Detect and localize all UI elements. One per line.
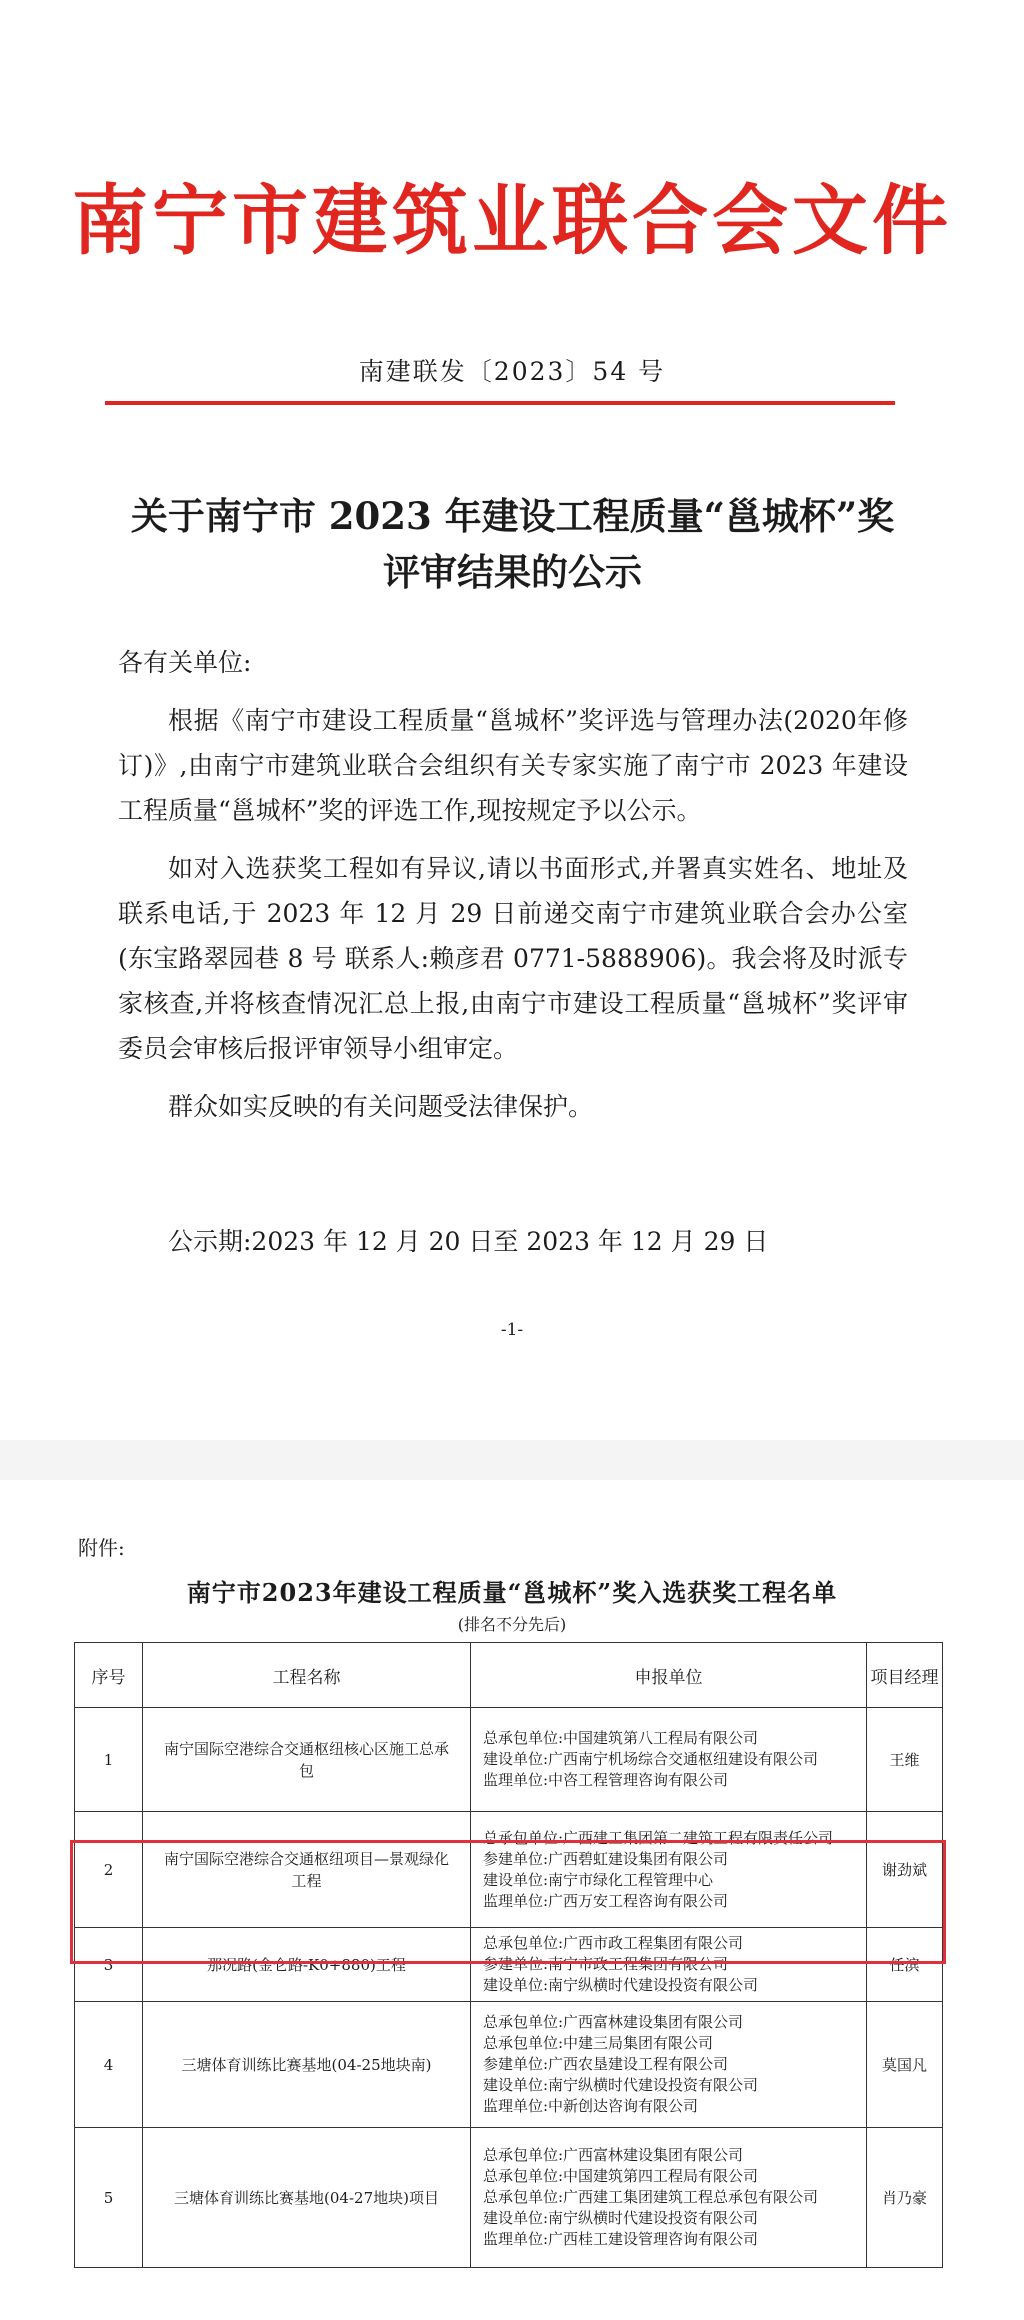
row-units (471, 2002, 867, 2128)
unit-line: 监理单位:广西万安工程咨询有限公司 (483, 1891, 729, 1910)
row-units (471, 1928, 867, 2002)
row-manager: 莫国凡 (867, 2002, 943, 2128)
unit-line: 总承包单位:广西市政工程集团有限公司 (483, 1934, 744, 1952)
table-row-highlighted (75, 1812, 943, 1928)
unit-line: 建设单位:南宁纵横时代建设投资有限公司 (483, 1976, 759, 1994)
row-project-name: 那况路(金仑路-K0+880)工程 (143, 1928, 471, 2002)
row-manager: 肖乃豪 (867, 2128, 943, 2268)
unit-line: 总承包单位:广西富林建设集团有限公司 (483, 2013, 744, 2031)
salutation: 各有关单位: (118, 648, 252, 677)
header-project-manager: 项目经理 (867, 1643, 943, 1708)
row-manager: 任滨 (867, 1928, 943, 2002)
row-seq: 4 (75, 2002, 143, 2128)
attachment-label: 附件: (78, 1536, 125, 1560)
header-applicant-units: 申报单位 (471, 1643, 867, 1708)
notice-title-line-1: 关于南宁市 2023 年建设工程质量“邕城杯”奖 (130, 494, 895, 538)
unit-line: 监理单位:中新创达咨询有限公司 (483, 2097, 699, 2115)
unit-line: 建设单位:南宁纵横时代建设投资有限公司 (483, 2209, 759, 2227)
row-project-name: 南宁国际空港综合交通枢纽项目—景观绿化工程 (143, 1812, 471, 1928)
unit-line: 参建单位:广西碧虹建设集团有限公司 (483, 1849, 729, 1868)
table-row (75, 1708, 943, 1812)
row-units (471, 1812, 867, 1928)
notice-title-line-2: 评审结果的公示 (383, 550, 642, 594)
header-project-name: 工程名称 (143, 1643, 471, 1708)
row-units (471, 1708, 867, 1812)
unit-line: 总承包单位:广西建工集团第二建筑工程有限责任公司 (483, 1828, 834, 1847)
row-seq: 3 (75, 1928, 143, 2002)
unit-line: 总承包单位:广西富林建设集团有限公司 (483, 2146, 744, 2164)
unit-line: 建设单位:南宁纵横时代建设投资有限公司 (483, 2076, 759, 2094)
row-project-name: 三塘体育训练比赛基地(04-27地块)项目 (143, 2128, 471, 2268)
document-header-title: 南宁市建筑业联合会文件 (72, 176, 952, 265)
row-manager: 谢劲斌 (867, 1812, 943, 1928)
row-seq: 2 (75, 1812, 143, 1928)
row-manager: 王维 (867, 1708, 943, 1812)
publicity-period: 公示期:2023 年 12 月 20 日至 2023 年 12 月 29 日 (168, 1227, 769, 1256)
unit-line: 监理单位:中咨工程管理咨询有限公司 (483, 1771, 729, 1789)
row-seq: 1 (75, 1708, 143, 1812)
unit-line: 建设单位:广西南宁机场综合交通枢纽建设有限公司 (483, 1750, 819, 1768)
row-project-name: 三塘体育训练比赛基地(04-25地块南) (143, 2002, 471, 2128)
unit-line: 总承包单位:中建三局集团有限公司 (483, 2034, 714, 2052)
table-subtitle: (排名不分先后) (457, 1615, 567, 1634)
header-seq: 序号 (75, 1643, 143, 1708)
page-separator (0, 1440, 1024, 1480)
page-number: -1- (500, 1320, 524, 1340)
table-row (75, 2002, 943, 2128)
unit-line: 监理单位:广西桂工建设管理咨询有限公司 (483, 2230, 759, 2248)
row-units (471, 2128, 867, 2268)
red-divider-line (105, 401, 895, 405)
paragraph-objection: 如对入选获奖工程如有异议,请以书面形式,并署真实姓名、地址及联系电话,于 2023 年 12 月 29 日前递交南宁市建筑业联合会办公室(东宝路翠园巷 8 号 联系人:赖彦君 0771-5888906)。我会将及时派专家核查,并将核查情况汇总上报,由南宁市建设工程质量“邕城杯”奖评审委员会审核后报评审领导小组审定。 (118, 854, 908, 1063)
unit-line: 参建单位:南宁市政工程集团有限公司 (483, 1955, 729, 1973)
unit-line: 总承包单位:中国建筑第四工程局有限公司 (483, 2167, 759, 2185)
notice-title (90, 488, 935, 600)
table-row (75, 1928, 943, 2002)
paragraph-basis: 根据《南宁市建设工程质量“邕城杯”奖评选与管理办法(2020年修订)》,由南宁市建筑业联合会组织有关专家实施了南宁市 2023 年建设工程质量“邕城杯”奖的评选工作,现按规定予以公示。 (118, 706, 908, 825)
paragraph-protection: 群众如实反映的有关问题受法律保护。 (168, 1092, 594, 1121)
table-row (75, 2128, 943, 2268)
unit-line: 总承包单位:广西建工集团建筑工程总承包有限公司 (483, 2188, 819, 2206)
table-title: 南宁市2023年建设工程质量“邕城杯”奖入选获奖工程名单 (186, 1578, 838, 1607)
row-seq: 5 (75, 2128, 143, 2268)
row-project-name: 南宁国际空港综合交通枢纽核心区施工总承包 (143, 1708, 471, 1812)
table-header-row (75, 1643, 943, 1708)
unit-line: 建设单位:南宁市绿化工程管理中心 (483, 1870, 714, 1889)
unit-line: 总承包单位:中国建筑第八工程局有限公司 (483, 1729, 759, 1747)
notice-body (118, 640, 908, 1142)
award-projects-table (74, 1642, 943, 2268)
document-number: 南建联发〔2023〕54 号 (358, 357, 666, 386)
unit-line: 参建单位:广西农垦建设工程有限公司 (483, 2055, 729, 2073)
